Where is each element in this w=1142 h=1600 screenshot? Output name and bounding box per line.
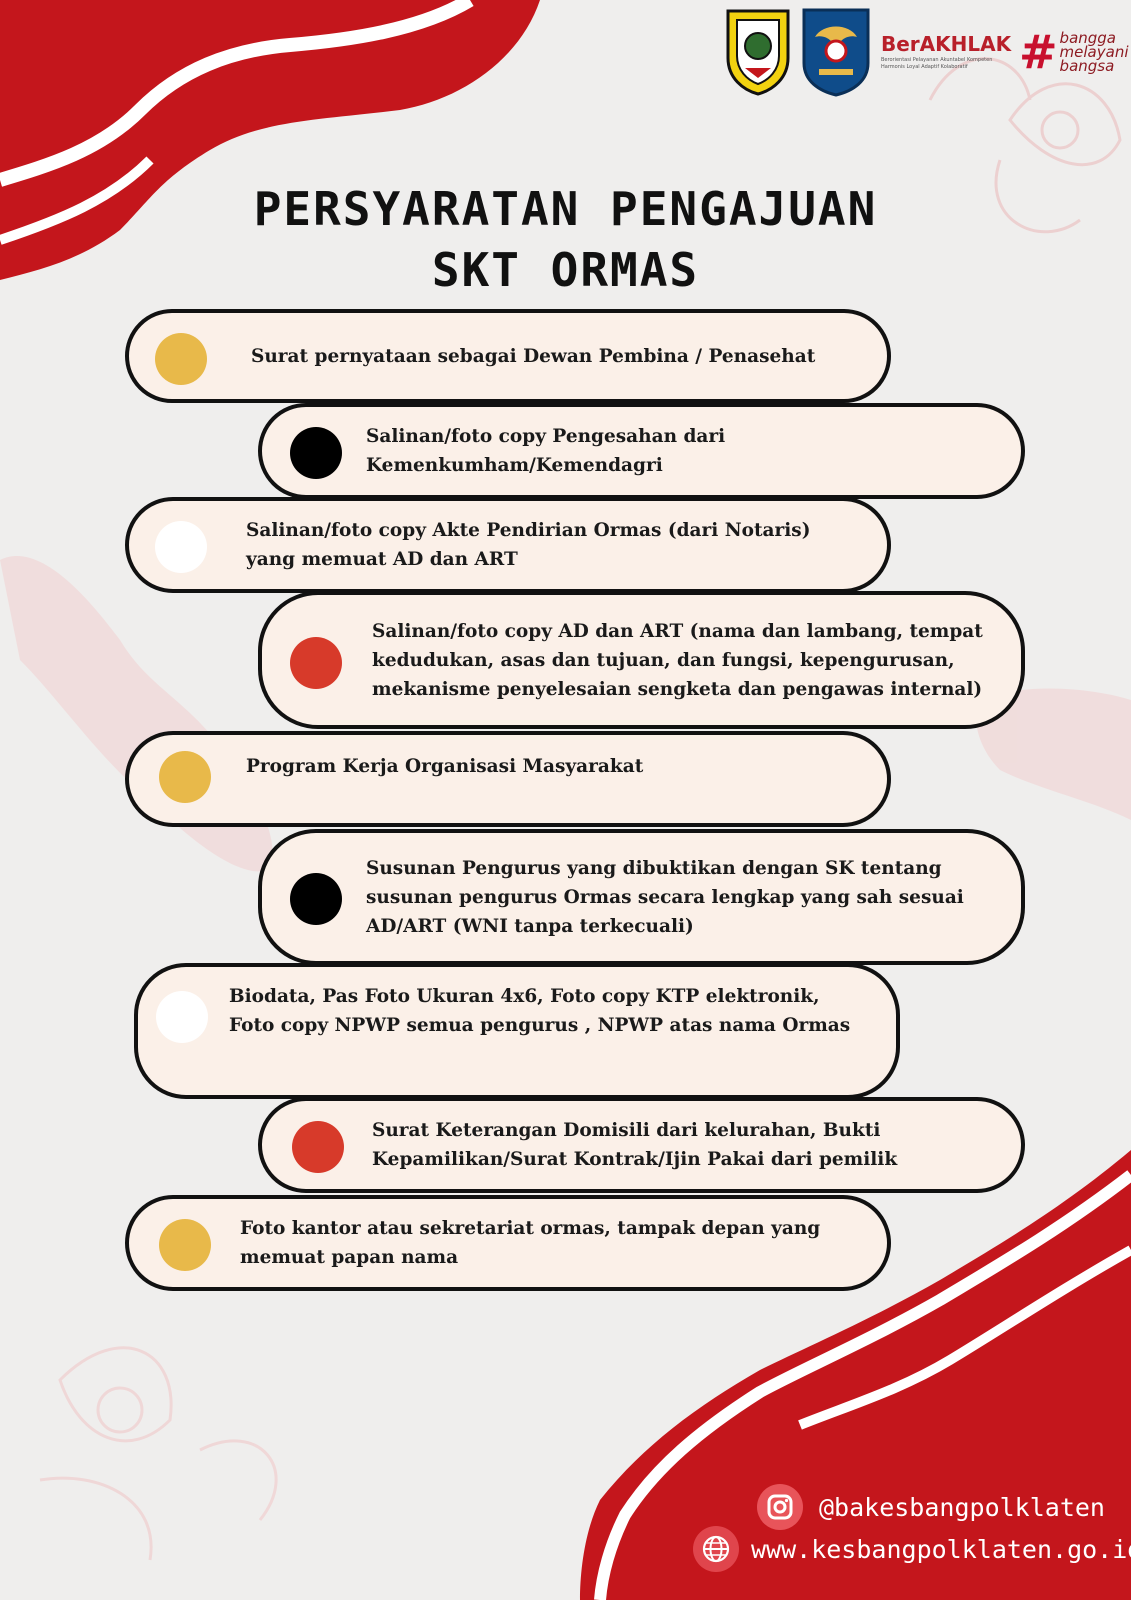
website-text: www.kesbangpolklaten.go.id: [751, 1534, 1142, 1564]
requirement-text-line: Biodata, Pas Foto Ukuran 4x6, Foto copy KTP elektronik,: [229, 986, 820, 1007]
bangga-word: bangsa: [1059, 57, 1115, 76]
requirement-text: [366, 422, 725, 480]
requirement-text: [246, 752, 643, 781]
requirement-text-line: Salinan/foto copy Pengesahan dari: [366, 426, 726, 447]
requirement-item: [134, 963, 900, 1099]
requirement-text-line: Foto kantor atau sekretariat ormas, tampak depan yang: [240, 1218, 821, 1239]
bullet-dot-icon: [156, 991, 208, 1043]
brand-tagline-2: Harmonis Loyal Adaptif Kolaboratif: [881, 63, 968, 70]
bangga-melayani-logo: [1019, 25, 1129, 79]
bullet-dot-icon: [290, 637, 342, 689]
bullet-dot-icon: [290, 873, 342, 925]
requirement-text: [372, 1116, 897, 1174]
requirement-text-line: Surat Keterangan Domisili dari kelurahan, Bukti: [372, 1120, 881, 1141]
bullet-dot-icon: [290, 427, 342, 479]
requirement-text: [372, 617, 983, 704]
instagram-handle[interactable]: [757, 1484, 1105, 1530]
garuda-emblem-icon: [801, 7, 871, 97]
page-title-line-1: PERSYARATAN PENGAJUAN: [253, 182, 878, 236]
brand-tagline-1: Berorientasi Pelayanan Akuntabel Kompeten: [881, 57, 993, 64]
bullet-dot-icon: [292, 1121, 344, 1173]
requirement-text-line: kedudukan, asas dan tujuan, dan fungsi, kepengurusan,: [372, 649, 955, 671]
bullet-dot-icon: [155, 521, 207, 573]
requirement-text-line: Foto copy NPWP semua pengurus , NPWP atas nama Ormas: [229, 1015, 851, 1036]
requirement-text-line: susunan pengurus Ormas secara lengkap yang sah sesuai: [366, 886, 964, 908]
requirement-text-line: memuat papan nama: [240, 1247, 459, 1268]
requirement-item: [125, 497, 891, 593]
requirement-text-line: yang memuat AD dan ART: [246, 549, 518, 570]
requirement-item: [125, 731, 891, 827]
requirement-text-line: Salinan/foto copy Akte Pendirian Ormas (dari Notaris): [246, 520, 811, 541]
requirement-item: [258, 1097, 1025, 1193]
bangga-word: bangga: [1059, 28, 1117, 47]
requirement-text-line: Kepamilikan/Surat Kontrak/Ijin Pakai dari pemilik: [372, 1149, 898, 1170]
bullet-dot-icon: [159, 1219, 211, 1271]
globe-icon: [693, 1526, 739, 1572]
requirement-text-line: Kemenkumham/Kemendagri: [366, 455, 663, 476]
regency-crest-icon: [725, 8, 791, 96]
requirement-text-line: Salinan/foto copy AD dan ART (nama dan lambang, tempat: [372, 620, 983, 642]
requirement-text-line: Susunan Pengurus yang dibuktikan dengan SK tentang: [366, 857, 942, 879]
requirement-text-line: AD/ART (WNI tanpa terkecuali): [366, 915, 694, 937]
requirement-text-line: Program Kerja Organisasi Masyarakat: [246, 755, 644, 777]
website-link[interactable]: [693, 1526, 1142, 1572]
requirement-text: [251, 342, 815, 371]
bangga-word: melayani: [1059, 42, 1129, 61]
requirement-text: [246, 516, 810, 574]
berakhlak-logo: [881, 32, 1012, 70]
requirement-item: [258, 403, 1025, 499]
requirement-item: [258, 829, 1025, 965]
page-title-line-2: SKT ORMAS: [431, 243, 700, 297]
requirement-text: [366, 854, 964, 941]
instagram-text: @bakesbangpolklaten: [819, 1492, 1105, 1522]
requirement-item: [258, 591, 1025, 729]
requirement-text-line: Surat pernyataan sebagai Dewan Pembina / Penasehat: [251, 345, 816, 367]
requirement-item: [125, 1195, 891, 1291]
requirement-item: [125, 309, 891, 403]
instagram-icon: [757, 1484, 803, 1530]
brand-name: BerAKHLAK: [881, 32, 1012, 57]
requirement-text: [229, 982, 850, 1040]
requirement-text: [240, 1214, 820, 1272]
hash-mark: #: [1019, 25, 1058, 79]
bullet-dot-icon: [159, 751, 211, 803]
header-logos: [725, 6, 1129, 98]
bullet-dot-icon: [155, 333, 207, 385]
requirement-text-line: mekanisme penyelesaian sengketa dan pengawas internal): [372, 678, 983, 700]
flower-decoration-bottom: [40, 1348, 276, 1560]
